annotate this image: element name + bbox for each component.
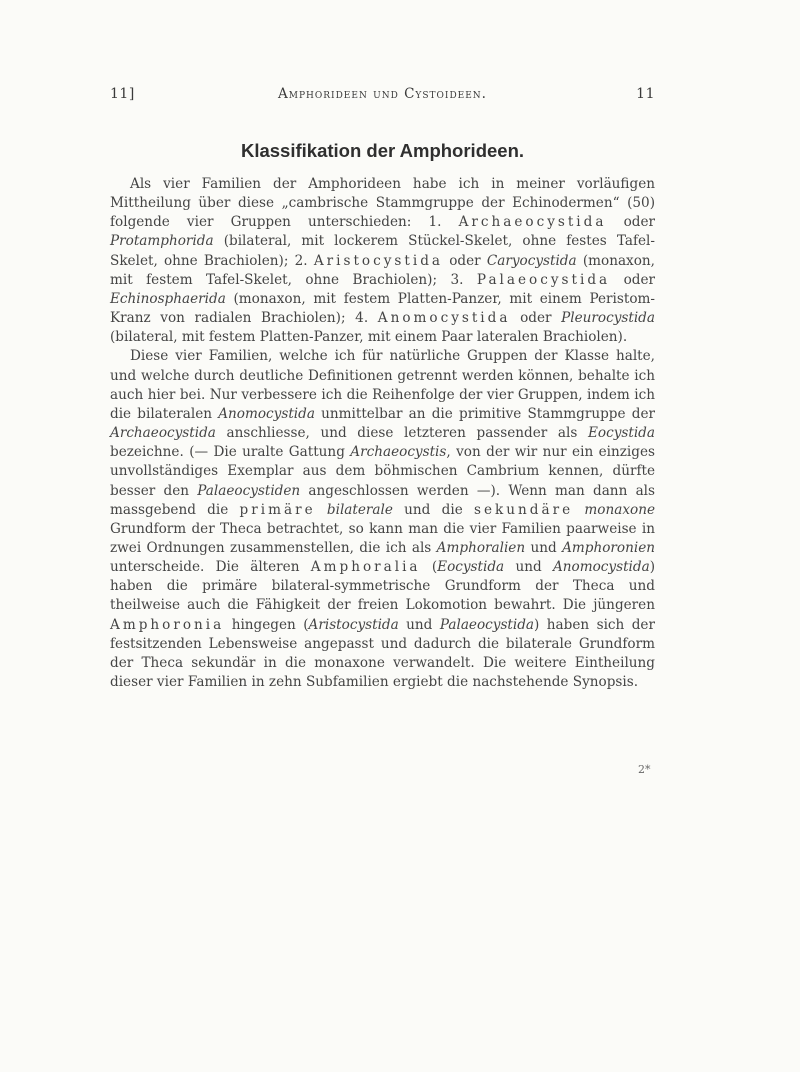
taxon-name: Archaeocystida xyxy=(110,425,216,442)
spaced-term: sekundäre xyxy=(474,501,574,518)
taxon-name: Palaeocystida xyxy=(439,616,535,633)
text: Grundform der Theca betrachtet, so kann man die vier Familien paarweise in zwei Ordnungen zusammenstellen, die ich als xyxy=(110,520,655,556)
text: oder xyxy=(610,271,656,288)
signature-mark: 2* xyxy=(638,763,651,776)
taxon-name: Anomocystida xyxy=(552,559,650,576)
taxon-name: Aristocystida xyxy=(308,616,399,633)
text: oder xyxy=(510,310,562,327)
text: anschliesse, und diese letzteren passender als xyxy=(215,425,588,442)
taxon-name: Palaeocystiden xyxy=(197,482,301,499)
taxon-name: Pleurocystida xyxy=(561,310,655,327)
text: bezeichne. (— Die uralte Gattung xyxy=(110,444,351,461)
text: (monaxon, mit festem Tafel-Skelet, ohne Brachiolen); 3. xyxy=(110,252,655,288)
running-title: Amphorideen und Cystoideen. xyxy=(278,86,487,102)
text xyxy=(316,502,327,518)
page-number-left: 11] xyxy=(110,86,135,102)
text: und die xyxy=(392,501,475,518)
taxon-name: Eocystida xyxy=(437,559,505,576)
paragraph-2 xyxy=(110,347,655,692)
text: ) haben sich der festsitzenden Lebensweise angepasst und dadurch die bilaterale Grundform der Theca sekundär in die monaxone verwandelt. Die weitere Eintheilung dieser vier Familien in zehn Subfamilien ergiebt die nachstehende Synopsis. xyxy=(110,616,655,691)
text: (bilateral, mit lockerem Stückel-Skelet, ohne festes Tafel-Skelet, ohne Brachiolen); 2. xyxy=(110,233,655,269)
text: , von der wir nur ein einziges unvollständiges Exemplar aus dem böhmischen Cambrium kennen, dürfte besser den xyxy=(110,444,655,499)
text: ) haben die primäre bilateral-symmetrische Grundform der Theca und theilweise auch die Fähigkeit der freien Lokomotion bewahrt. Die jüngeren xyxy=(110,559,655,614)
spaced-term: Archaeocystida xyxy=(458,214,607,231)
body-text xyxy=(110,175,655,692)
spaced-term: Palaeocystida xyxy=(476,271,611,288)
text: unmittelbar an die primitive Stammgruppe der xyxy=(314,405,655,422)
text: und xyxy=(398,616,440,633)
spaced-term: primäre xyxy=(239,501,316,518)
text: und xyxy=(504,559,553,576)
taxon-name: Caryocystida xyxy=(486,252,577,269)
text: Als vier Familien der Amphorideen habe ich in meiner vorläufigen Mittheilung über diese „cambrische Stammgruppe der Echinodermen“ (50) folgende vier Gruppen unterschieden: 1. xyxy=(110,176,655,231)
text xyxy=(573,502,584,518)
taxon-name: Anomocystida xyxy=(218,405,315,422)
spaced-term: Anomocystida xyxy=(377,310,511,327)
section-heading: Klassifikation der Amphorideen. xyxy=(240,140,525,161)
text: ( xyxy=(420,559,438,576)
spaced-term: Amphoralia xyxy=(310,559,421,576)
taxon-name: Echinosphaerida xyxy=(110,290,226,307)
text: Diese vier Familien, welche ich für natürliche Gruppen der Klasse halte, und welche durch deutliche Definitionen getrennt werden können, behalte ich auch hier bei. Nur verbessere ich die Reihenfolge der vier Gruppen, indem ich die bilateralen xyxy=(110,348,655,422)
taxon-name: Protamphorida xyxy=(110,233,214,250)
page-number-right: 11 xyxy=(636,86,655,102)
spaced-term: Amphoronia xyxy=(110,616,225,633)
taxon-name: Amphoronien xyxy=(562,539,656,556)
taxon-name: Archaeocystis xyxy=(350,444,447,461)
text: oder xyxy=(606,214,656,231)
spaced-term: Aristocystida xyxy=(313,252,443,269)
text: unterscheide. Die älteren xyxy=(110,559,311,576)
text: (monaxon, mit festem Platten-Panzer, mit einem Peristom-Kranz von radialen Brachiolen); 4. xyxy=(110,290,655,327)
taxon-name: Amphoralien xyxy=(436,539,526,556)
taxon-name: Eocystida xyxy=(588,425,655,442)
text: (bilateral, mit festem Platten-Panzer, mit einem Paar lateralen Brachiolen). xyxy=(110,329,628,346)
emphasis: monaxone xyxy=(584,501,655,518)
text: hingegen ( xyxy=(224,616,309,633)
text: angeschlossen werden —). Wenn man dann als massgebend die xyxy=(110,482,656,518)
text: oder xyxy=(443,252,487,269)
emphasis: bilaterale xyxy=(326,501,393,518)
text: und xyxy=(525,539,563,556)
paragraph-1 xyxy=(110,175,655,347)
running-header xyxy=(110,86,655,108)
